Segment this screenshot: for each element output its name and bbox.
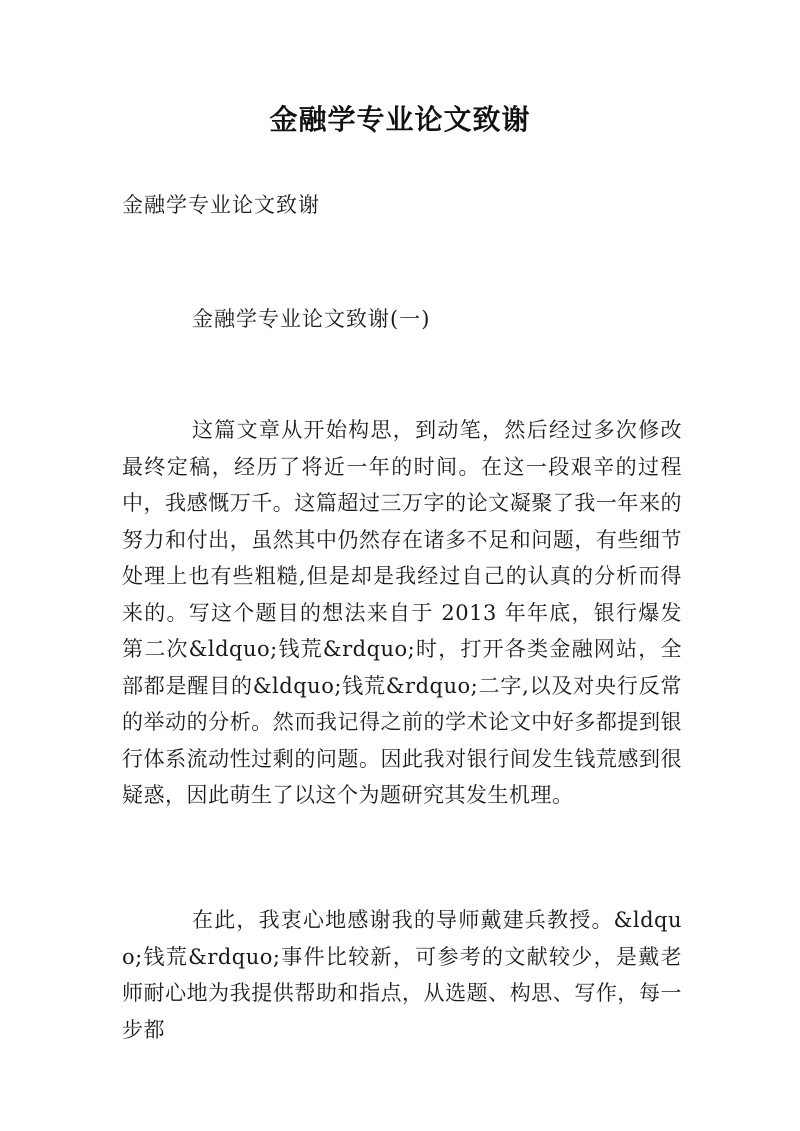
paragraph-thanks-advisor: 在此，我衷心地感谢我的导师戴建兵教授。&ldquo;钱荒&rdquo;事件比较新，可参考的文献较少，是戴老师耐心地为我提供帮助和指点，从选题、构思、写作，每一步都 (122, 908, 682, 1042)
page-title: 金融学专业论文致谢 (269, 103, 531, 136)
section-heading: 金融学专业论文致谢(一) (192, 307, 431, 331)
document-subtitle: 金融学专业论文致谢 (122, 193, 320, 217)
paragraph-intro: 这篇文章从开始构思，到动笔，然后经过多次修改最终定稿，经历了将近一年的时间。在这一段艰辛的过程中，我感慨万千。这篇超过三万字的论文凝聚了我一年来的努力和付出，虽然其中仍然存在诸多不足和问题，有些细节处理上也有些粗糙,但是却是我经过自己的认真的分析而得来的。写这个题目的想法来自于 2013 年年底，银行爆发第二次&ldquo;钱荒&rdquo;时，打开各类金融网站，全部都是醒目的&ldquo;钱荒&rdquo;二字,以及对央行反常的举动的分析。然而我记得之前的学术论文中好多都提到银行体系流动性过剩的问题。因此我对银行间发生钱荒感到很疑惑，因此萌生了以这个为题研究其发生机理。 (122, 418, 682, 807)
